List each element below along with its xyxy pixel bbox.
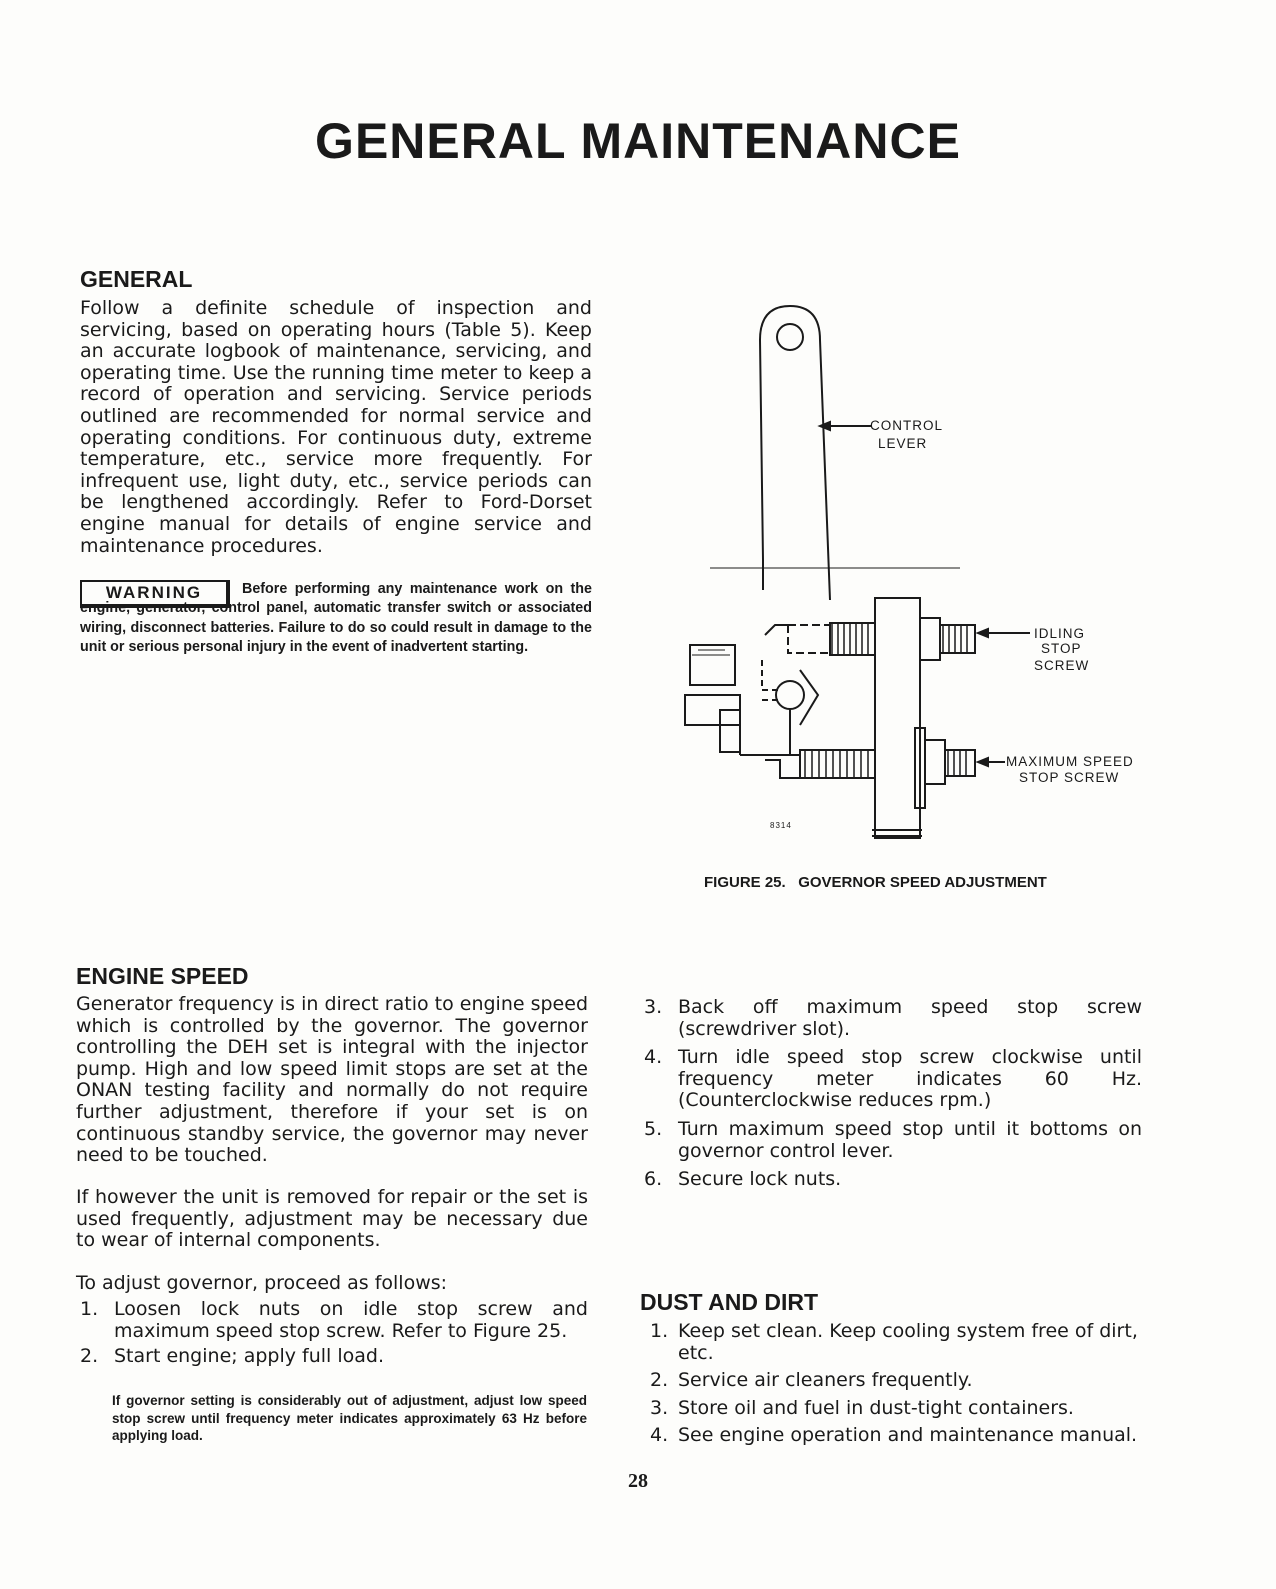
list-item: 1. Keep set clean. Keep cooling system free of dirt, etc. [650,1320,1138,1364]
idling-screw-shape [765,618,975,660]
right-steps-list [644,997,1142,1195]
page-number: 28 [628,1470,648,1492]
control-lever-shape [760,306,830,600]
label-screw: SCREW [1034,658,1090,673]
engine-speed-paragraph-1: Generator frequency is in direct ratio to engine speed which is controlled by the governor. The governor controlling the DEH set is integral with the injector pump. High and low speed limit stops are set at the ONAN testing facility and normally do not require further adjustment, therefore if your set is on continuous standby service, the governor may never need to be touched. [76,993,588,1167]
left-steps-list [80,1299,588,1372]
list-item: 1. Loosen lock nuts on idle stop screw and maximum speed stop screw. Refer to Figure 25. [80,1298,588,1342]
list-item: 2. Start engine; apply full load. [80,1345,384,1368]
engine-speed-paragraph-2: If however the unit is removed for repair or the set is used frequently, adjustment may be necessary due to wear of internal components. [76,1186,588,1252]
page-title: GENERAL MAINTENANCE [315,113,961,169]
list-item: 4. Turn idle speed stop screw clockwise until frequency meter indicates 60 Hz. (Counterclockwise reduces rpm.) [644,1046,1142,1112]
label-stop: STOP [1041,641,1082,656]
list-item: 3. Back off maximum speed stop screw (screwdriver slot). [644,996,1142,1040]
governor-figure [660,300,1160,845]
label-stop-screw: STOP SCREW [1019,770,1120,785]
adjustment-note: If governor setting is considerably out of adjustment, adjust low speed stop screw until frequency meter indicates approximately 63 Hz before applying load. [112,1393,587,1443]
list-item: 3. Store oil and fuel in dust-tight containers. [650,1396,1074,1419]
label-idling: IDLING [1034,626,1086,641]
warning-text: Before performing any maintenance work on the engine, generator, control panel, automatic transfer switch or associated wiring, disconnect batteries. Failure to do so could result in damage to the unit or serious personal injury in the event of inadvertent starting. [80,581,592,656]
list-item: 2. Service air cleaners frequently. [650,1369,973,1392]
dust-steps-list [650,1321,1142,1451]
engine-speed-heading: ENGINE SPEED [76,963,249,989]
governor-body [875,598,920,838]
list-item: 6. Secure lock nuts. [644,1168,842,1191]
list-item: 5. Turn maximum speed stop until it bottoms on governor control lever. [644,1117,1142,1162]
engine-speed-paragraph-3: To adjust governor, proceed as follows: [76,1272,448,1294]
label-max-speed: MAXIMUM SPEED [1006,754,1134,769]
label-control: CONTROL [870,418,944,433]
general-paragraph: Follow a definite schedule of inspection and servicing, based on operating hours (Table 5). Keep an accurate logbook of maintenance, servicing, and operating time. Use the running time meter to keep a record of operation and servicing. Service periods outlined are recommended for normal service and operating conditions. For continuous duty, extreme temperature, etc., service more frequently. For infrequent use, light duty, etc., service periods can be lengthened accordingly. Refer to Ford-Dorset engine manual for details of engine service and maintenance procedures. [80,297,592,557]
list-item: 4. See engine operation and maintenance manual. [650,1424,1138,1447]
figure-code: 8314 [770,821,792,830]
figure-caption: FIGURE 25. GOVERNOR SPEED ADJUSTMENT [704,874,1047,891]
warning-badge: WARNING [80,580,230,608]
lever-pivot-hole [777,324,803,350]
label-lever: LEVER [878,436,928,451]
max-speed-screw-shape [800,728,975,808]
general-heading: GENERAL [80,266,193,292]
warning-text-block [80,580,592,658]
dust-heading: DUST AND DIRT [640,1289,819,1315]
